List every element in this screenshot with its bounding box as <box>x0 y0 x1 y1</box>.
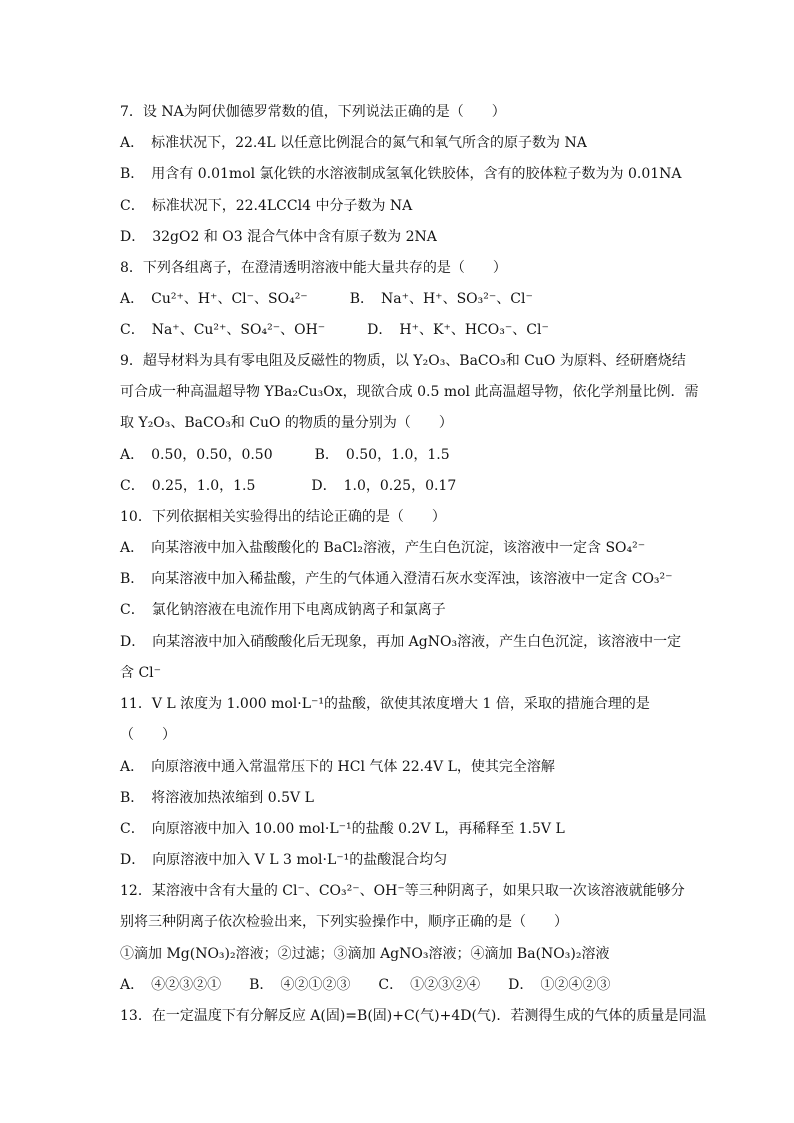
question-10-option-c: C． 氯化钠溶液在电流作用下电离成钠离子和氯离子 <box>120 602 446 618</box>
question-9-stem-line-2: 可合成一种高温超导物 YBa₂Cu₃Ox，现欲合成 0.5 mol 此高温超导物，依化学剂量比例．需 <box>120 384 699 400</box>
question-11-option-c: C． 向原溶液中加入 10.00 mol·L⁻¹的盐酸 0.2V L，再稀释至 1.5V L <box>120 821 565 837</box>
question-9-stem-line-1: 9．超导材料为具有零电阻及反磁性的物质，以 Y₂O₃、BaCO₃和 CuO 为原料、经研磨烧结 <box>120 353 686 369</box>
question-10-stem: 10．下列依据相关实验得出的结论正确的是（ ） <box>120 509 446 525</box>
question-10-option-b: B． 向某溶液中加入稀盐酸，产生的气体通入澄清石灰水变浑浊，该溶液中一定含 CO₃²⁻ <box>120 571 673 587</box>
question-8-options-cd: C． Na⁺、Cu²⁺、SO₄²⁻、OH⁻ D． H⁺、K⁺、HCO₃⁻、Cl⁻ <box>120 322 549 338</box>
question-11-stem-line-2: （ ） <box>120 727 176 743</box>
question-11-option-b: B． 将溶液加热浓缩到 0.5V L <box>120 790 314 806</box>
question-11-option-d: D． 向原溶液中加入 V L 3 mol·L⁻¹的盐酸混合均匀 <box>120 852 448 868</box>
question-12-stem-line-3: ①滴加 Mg(NO₃)₂溶液；②过滤；③滴加 AgNO₃溶液；④滴加 Ba(NO₃)₂溶液 <box>120 946 610 962</box>
question-7-option-a: A． 标准状况下，22.4L 以任意比例混合的氮气和氧气所含的原子数为 NA <box>120 135 587 151</box>
question-9-stem-line-3: 取 Y₂O₃、BaCO₃和 CuO 的物质的量分别为（ ） <box>120 415 453 431</box>
question-11-option-a: A． 向原溶液中通入常温常压下的 HCl 气体 22.4V L，使其完全溶解 <box>120 759 555 775</box>
question-9-options-cd: C． 0.25，1.0，1.5 D． 1.0，0.25，0.17 <box>120 478 457 494</box>
question-7-option-b: B． 用含有 0.01mol 氯化铁的水溶液制成氢氧化铁胶体，含有的胶体粒子数为为 0.01NA <box>120 166 682 182</box>
question-12-stem-line-1: 12．某溶液中含有大量的 Cl⁻、CO₃²⁻、OH⁻等三种阴离子，如果只取一次该溶液就能够分 <box>120 883 685 899</box>
question-7-option-d: D． 32gO2 和 O3 混合气体中含有原子数为 2NA <box>120 229 437 245</box>
question-9-options-ab: A． 0.50，0.50，0.50 B． 0.50，1.0，1.5 <box>120 447 450 463</box>
question-12-stem-line-2: 别将三种阴离子依次检验出来，下列实验操作中，顺序正确的是（ ） <box>120 914 568 930</box>
question-8-stem: 8．下列各组离子，在澄清透明溶液中能大量共存的是（ ） <box>120 260 507 276</box>
question-10-option-d: D． 向某溶液中加入硝酸酸化后无现象，再加 AgNO₃溶液，产生白色沉淀，该溶液中一定 <box>120 634 682 650</box>
question-13-stem: 13．在一定温度下有分解反应 A(固)=B(固)+C(气)+4D(气)．若测得生成的气体的质量是同温 <box>120 1008 707 1024</box>
question-10-option-a: A． 向某溶液中加入盐酸酸化的 BaCl₂溶液，产生白色沉淀，该溶液中一定含 SO₄²⁻ <box>120 540 646 556</box>
question-7-stem: 7．设 NA为阿伏伽德罗常数的值，下列说法正确的是（ ） <box>120 104 506 120</box>
question-10-option-d-cont: 含 Cl⁻ <box>120 665 162 681</box>
question-12-options: A． ④②③②① B． ④②①②③ C． ①②③②④ D． ①②④②③ <box>120 977 611 993</box>
question-7-option-c: C． 标准状况下，22.4LCCl4 中分子数为 NA <box>120 198 413 214</box>
question-8-options-ab: A． Cu²⁺、H⁺、Cl⁻、SO₄²⁻ B． Na⁺、H⁺、SO₃²⁻、Cl⁻ <box>120 291 533 307</box>
question-11-stem-line-1: 11．V L 浓度为 1.000 mol·L⁻¹的盐酸，欲使其浓度增大 1 倍，采取的措施合理的是 <box>120 696 650 712</box>
